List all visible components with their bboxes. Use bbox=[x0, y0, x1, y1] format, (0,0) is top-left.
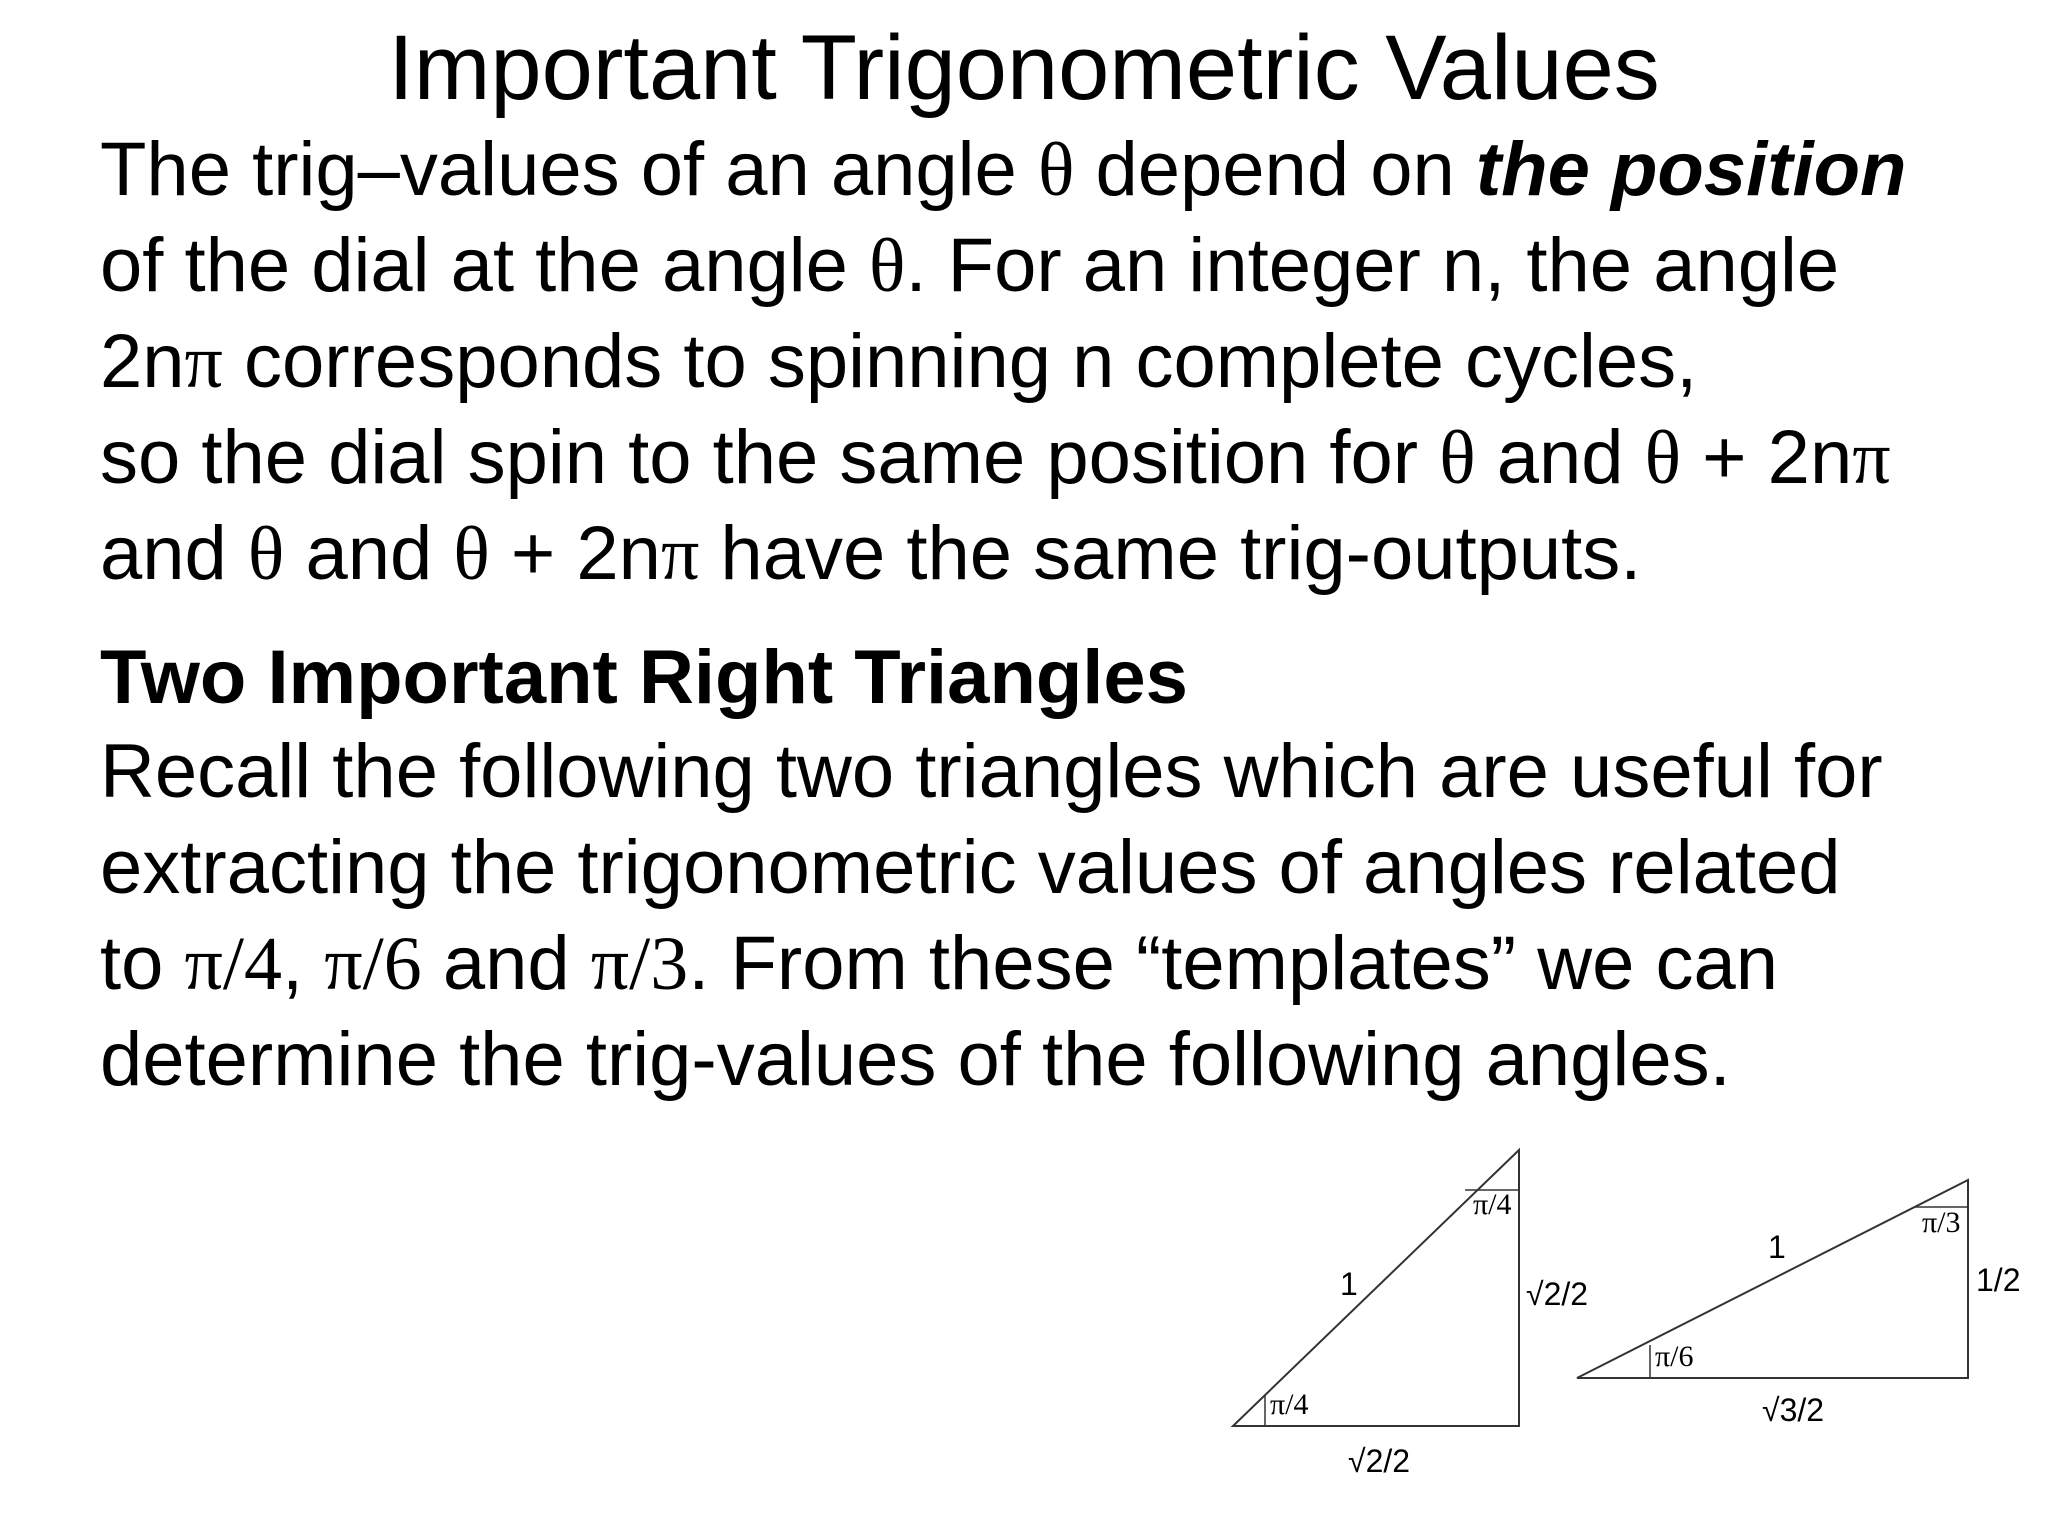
triangles-line-4: determine the trig-values of the following angles. bbox=[100, 1017, 1731, 1102]
text: to bbox=[100, 921, 185, 1006]
triangle-2-horizontal-side: √3/2 bbox=[1762, 1392, 1825, 1428]
text: 2n bbox=[100, 319, 185, 404]
triangle-1-vertical-side: √2/2 bbox=[1526, 1276, 1589, 1312]
theta-symbol: θ bbox=[1037, 128, 1075, 212]
text: and bbox=[100, 511, 248, 596]
triangle-1-bottom-angle: π/4 bbox=[1270, 1388, 1309, 1421]
triangle-1-top-angle: π/4 bbox=[1473, 1188, 1512, 1221]
triangle-2-vertical-side: 1/2 bbox=[1976, 1262, 2021, 1298]
triangle-2-left-angle: π/6 bbox=[1655, 1340, 1694, 1373]
angle-pi-over-3: π/3 bbox=[590, 922, 689, 1006]
triangle-2-top-angle: π/3 bbox=[1922, 1206, 1961, 1239]
theta-symbol: θ bbox=[1644, 416, 1682, 500]
triangle-1-horizontal-side: √2/2 bbox=[1348, 1443, 1411, 1479]
pi-symbol: π bbox=[1852, 416, 1891, 500]
pi-symbol: π bbox=[184, 320, 223, 404]
theta-symbol: θ bbox=[1439, 416, 1476, 500]
triangle-2-hypotenuse: 1 bbox=[1768, 1229, 1786, 1265]
text: . From these “templates” we can bbox=[688, 921, 1778, 1006]
text: , bbox=[282, 921, 325, 1006]
theta-symbol: θ bbox=[453, 512, 490, 596]
text: and bbox=[421, 921, 591, 1006]
triangles-line-1: Recall the following two triangles which are useful for bbox=[100, 729, 1883, 814]
text: The trig–values of an angle bbox=[100, 127, 1038, 212]
section-heading: Two Important Right Triangles bbox=[100, 635, 1188, 720]
triangle-1-hypotenuse: 1 bbox=[1340, 1266, 1358, 1302]
pi-symbol: π bbox=[660, 512, 700, 596]
triangles-line-2: extracting the trigonometric values of angles related bbox=[100, 825, 1841, 910]
text: of the dial at the angle bbox=[100, 223, 870, 308]
text: and bbox=[284, 511, 454, 596]
emphasis-text: the position bbox=[1475, 127, 1907, 212]
angle-pi-over-6: π/6 bbox=[324, 922, 422, 1006]
text: and bbox=[1475, 415, 1645, 500]
text: corresponds to spinning n complete cycles, bbox=[222, 319, 1698, 404]
triangle-2-shape bbox=[1577, 1180, 1968, 1378]
theta-symbol: θ bbox=[247, 512, 285, 596]
angle-pi-over-4: π/4 bbox=[184, 922, 282, 1006]
triangle-30-60-90 bbox=[1577, 1180, 2020, 1428]
triangle-45-45-90 bbox=[1233, 1150, 1588, 1479]
page-title: Important Trigonometric Values bbox=[388, 17, 1660, 119]
text: depend on bbox=[1074, 127, 1476, 212]
text: have the same trig-outputs. bbox=[699, 511, 1642, 596]
theta-symbol: θ bbox=[869, 224, 906, 308]
text: . For an integer n, the angle bbox=[905, 223, 1840, 308]
text: so the dial spin to the same position for bbox=[100, 415, 1440, 500]
text: + 2n bbox=[1681, 415, 1853, 500]
text: + 2n bbox=[489, 511, 661, 596]
